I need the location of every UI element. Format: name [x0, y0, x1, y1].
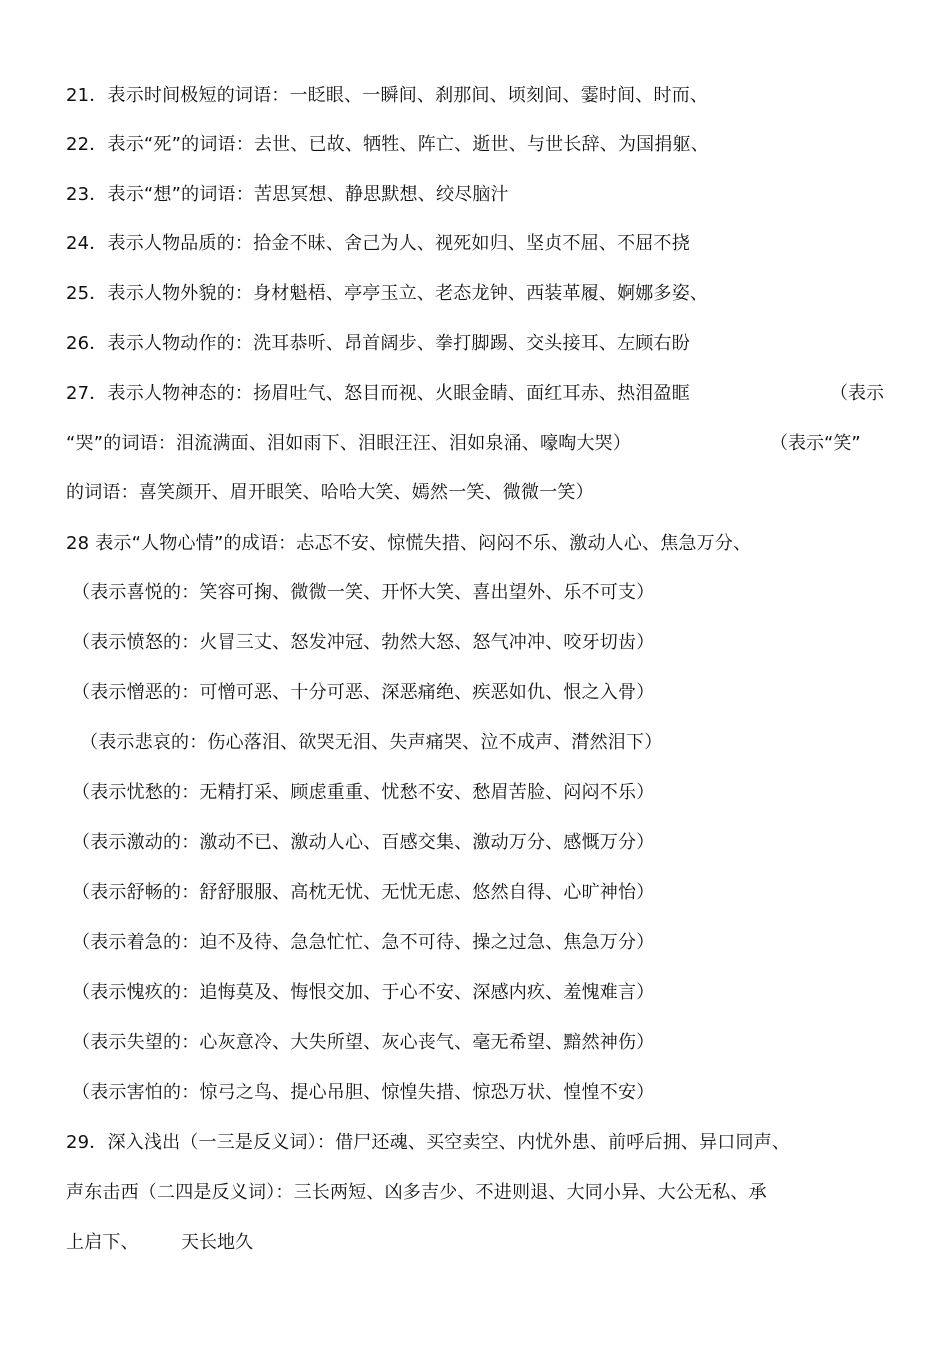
- text-line-joy: （表示喜悦的：笑容可掬、微微一笑、开怀大笑、喜出望外、乐不可支）: [72, 582, 655, 603]
- text-line-27-laugh: 的词语：喜笑颜开、眉开眼笑、哈哈大笑、嫣然一笑、微微一笑）: [66, 482, 594, 503]
- text-line-26: 26．表示人物动作的：洗耳恭听、昂首阔步、拳打脚踢、交头接耳、左顾右盼: [66, 333, 690, 354]
- text-line-29-end: 上启下、: [66, 1232, 139, 1253]
- text-line-21: 21．表示时间极短的词语：一眨眼、一瞬间、刹那间、顷刻间、霎时间、时而、: [66, 85, 709, 106]
- text-line-excited: （表示激动的：激动不已、激动人心、百感交集、激动万分、感慨万分）: [72, 832, 655, 853]
- text-line-22: 22．表示“死”的词语：去世、已故、牺牲、阵亡、逝世、与世长辞、为国捐躯、: [66, 134, 709, 155]
- text-line-anxious: （表示着急的：迫不及待、急急忙忙、急不可待、操之过急、焦急万分）: [72, 932, 655, 953]
- text-line-hate: （表示憎恶的：可憎可恶、十分可恶、深恶痛绝、疾恶如仇、恨之入骨）: [72, 682, 655, 703]
- text-line-fear: （表示害怕的：惊弓之鸟、提心吊胆、惊惶失措、惊恐万状、惶惶不安）: [72, 1082, 655, 1103]
- text-line-29: 29．深入浅出（一三是反义词）：借尸还魂、买空卖空、内忧外患、前呼后拥、异口同声、: [66, 1132, 791, 1153]
- text-line-28: 28 表示“人物心情”的成语：忐忑不安、惊慌失措、闷闷不乐、激动人心、焦急万分、: [66, 533, 752, 554]
- text-line-29-cont: 声东击西（二四是反义词）：三长两短、凶多吉少、不进则退、大同小异、大公无私、承: [66, 1182, 767, 1203]
- text-fragment-laugh: （表示“笑”: [770, 433, 861, 454]
- text-line-23: 23．表示“想”的词语：苦思冥想、静思默想、绞尽脑汁: [66, 184, 509, 205]
- text-fragment-biaoshi: （表示: [830, 383, 884, 404]
- text-line-24: 24．表示人物品质的：拾金不昧、舍己为人、视死如归、坚贞不屈、不屈不挠: [66, 233, 690, 254]
- text-line-anger: （表示愤怒的：火冒三丈、怒发冲冠、勃然大怒、怒气冲冲、咬牙切齿）: [72, 632, 655, 653]
- text-line-disappoint: （表示失望的：心灰意冷、大失所望、灰心丧气、毫无希望、黯然神伤）: [72, 1032, 655, 1053]
- text-line-sorrow: （表示悲哀的：伤心落泪、欲哭无泪、失声痛哭、泣不成声、潸然泪下）: [80, 732, 663, 753]
- text-line-25: 25．表示人物外貌的：身材魁梧、亭亭玉立、老态龙钟、西装革履、婀娜多姿、: [66, 283, 709, 304]
- text-line-27-cry: “哭”的词语：泪流满面、泪如雨下、泪眼汪汪、泪如泉涌、嚎啕大哭）: [66, 433, 632, 454]
- text-line-guilt: （表示愧疚的：追悔莫及、悔恨交加、于心不安、深感内疚、羞愧难言）: [72, 982, 655, 1003]
- text-line-comfort: （表示舒畅的：舒舒服服、高枕无忧、无忧无虑、悠然自得、心旷神怡）: [72, 882, 655, 903]
- text-line-worry: （表示忧愁的：无精打采、顾虑重重、忧愁不安、愁眉苦脸、闷闷不乐）: [72, 782, 655, 803]
- text-line-27: 27．表示人物神态的：扬眉吐气、怒目而视、火眼金睛、面红耳赤、热泪盈眶: [66, 383, 690, 404]
- text-fragment-tianchangdijiu: 天长地久: [181, 1232, 253, 1253]
